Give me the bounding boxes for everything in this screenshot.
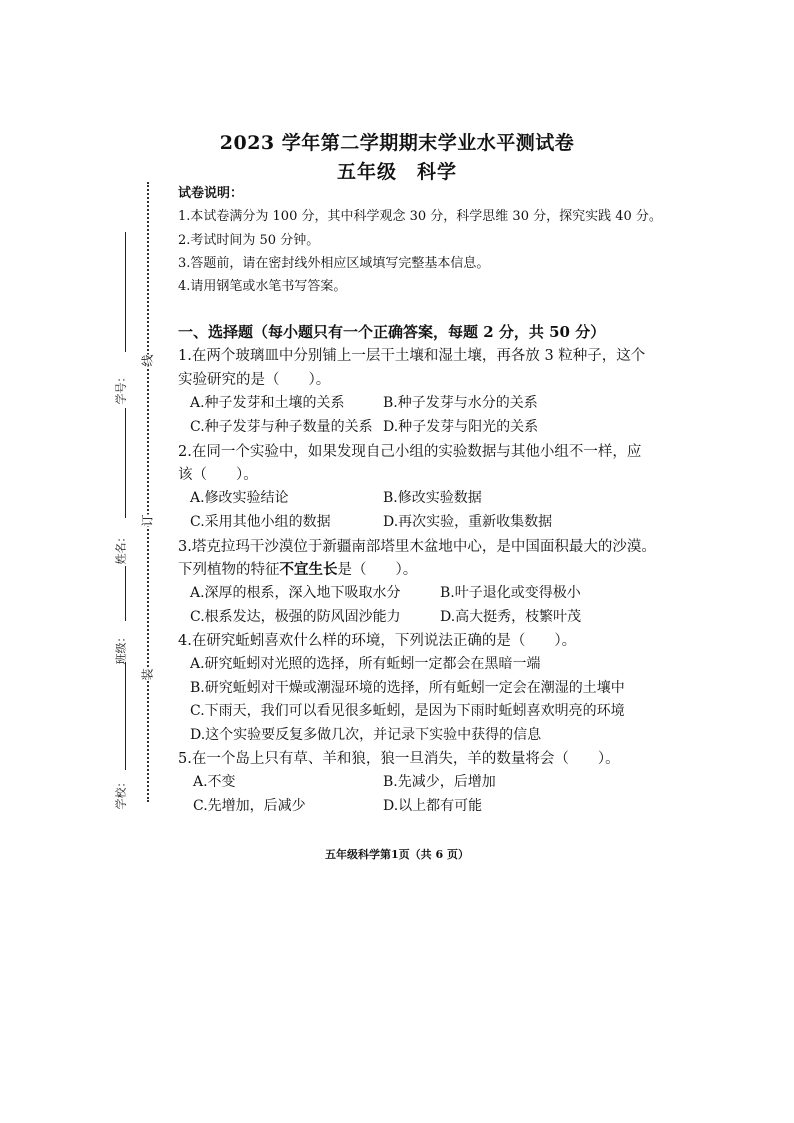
seal-mark-xian: 线 — [140, 354, 155, 367]
question-2-stem-cont: 该（ ）。 — [178, 467, 258, 483]
question-1-option-b[interactable]: B.种子发芽与水分的关系 — [383, 395, 538, 411]
question-3-option-a[interactable]: A.深厚的根系，深入地下吸取水分 — [190, 585, 401, 601]
question-1-option-c[interactable]: C.种子发芽与种子数量的关系 — [190, 419, 373, 435]
question-5-stem: 5.在一个岛上只有草、羊和狼，狼一旦消失，羊的数量将会（ ）。 — [178, 751, 620, 767]
question-2-option-c[interactable]: C.采用其他小组的数据 — [190, 514, 331, 530]
question-5-option-d[interactable]: D.以上都有可能 — [383, 798, 483, 814]
instruction-item: 3.答题前，请在密封线外相应区域填写完整基本信息。 — [178, 256, 490, 271]
question-3-option-c[interactable]: C.根系发达，极强的防风固沙能力 — [190, 609, 401, 625]
question-3-option-d[interactable]: D.高大挺秀，枝繁叶茂 — [440, 609, 582, 625]
seal-dotted-line — [147, 182, 149, 802]
question-3-stem-post: 是（ ）。 — [337, 562, 418, 578]
question-4-stem: 4.在研究蚯蚓喜欢什么样的环境，下列说法正确的是（ ）。 — [178, 633, 577, 649]
seal-mark-ding: 订 — [140, 514, 155, 527]
instruction-item: 1.本试卷满分为 100 分，其中科学观念 30 分，科学思维 30 分，探究实践 40 分。 — [178, 209, 662, 224]
question-3-option-b[interactable]: B.叶子退化或变得极小 — [440, 585, 581, 601]
name-blank-line — [125, 408, 126, 518]
exam-subtitle: 五年级 科学 — [336, 161, 457, 183]
class-label: 班级： — [114, 631, 128, 665]
student-id-label: 学号： — [114, 371, 128, 405]
question-4-option-a[interactable]: A.研究蚯蚓对光照的选择，所有蚯蚓一定都会在黑暗一端 — [190, 656, 541, 672]
question-5-option-b[interactable]: B.先减少，后增加 — [383, 774, 496, 790]
question-1-option-a[interactable]: A.种子发芽和土壤的关系 — [190, 395, 345, 411]
section-heading: 一、选择题（每小题只有一个正确答案，每题 2 分，共 50 分） — [178, 323, 606, 341]
question-2-option-d[interactable]: D.再次实验，重新收集数据 — [383, 514, 553, 530]
instruction-item: 2.考试时间为 50 分钟。 — [178, 233, 320, 248]
school-blank-line — [125, 662, 126, 770]
question-3-stem-pre: 下列植物的特征 — [178, 562, 280, 578]
question-3-emphasis: 不宜生长 — [279, 561, 338, 578]
question-2-stem: 2.在同一个实验中，如果发现自己小组的实验数据与其他小组不一样，应 — [178, 444, 642, 460]
question-5-option-c[interactable]: C.先增加，后减少 — [193, 798, 306, 814]
school-label: 学校： — [114, 776, 128, 810]
student-id-blank-line — [125, 232, 126, 352]
instructions-heading: 试卷说明： — [178, 186, 244, 201]
question-4-option-d[interactable]: D.这个实验要反复多做几次，并记录下实验中获得的信息 — [190, 727, 542, 743]
question-1-option-d[interactable]: D.种子发芽与阳光的关系 — [383, 419, 539, 435]
question-2-option-b[interactable]: B.修改实验数据 — [383, 490, 482, 506]
class-blank-line — [125, 566, 126, 621]
exam-title: 2023 学年第二学期期末学业水平测试卷 — [219, 132, 575, 154]
question-1-stem: 1.在两个玻璃皿中分别铺上一层干土壤和湿土壤，再各放 3 粒种子，这个 — [178, 348, 646, 364]
question-2-option-a[interactable]: A.修改实验结论 — [190, 490, 289, 506]
instruction-item: 4.请用钢笔或水笔书写答案。 — [178, 279, 347, 294]
question-1-stem-cont: 实验研究的是（ ）。 — [178, 372, 331, 388]
question-3-stem: 3.塔克拉玛干沙漠位于新疆南部塔里木盆地中心，是中国面积最大的沙漠。 — [178, 539, 656, 555]
page-footer: 五年级科学第1页（共 6 页） — [325, 848, 469, 861]
name-label: 姓名： — [114, 531, 128, 565]
seal-mark-zhuang: 装 — [140, 668, 155, 681]
question-4-option-c[interactable]: C.下雨天，我们可以看见很多蚯蚓，是因为下雨时蚯蚓喜欢明亮的环境 — [190, 703, 625, 719]
question-5-option-a[interactable]: A.不变 — [193, 774, 236, 790]
question-4-option-b[interactable]: B.研究蚯蚓对干燥或潮湿环境的选择，所有蚯蚓一定会在潮湿的土壤中 — [190, 680, 625, 696]
question-3-stem-cont — [178, 558, 417, 579]
